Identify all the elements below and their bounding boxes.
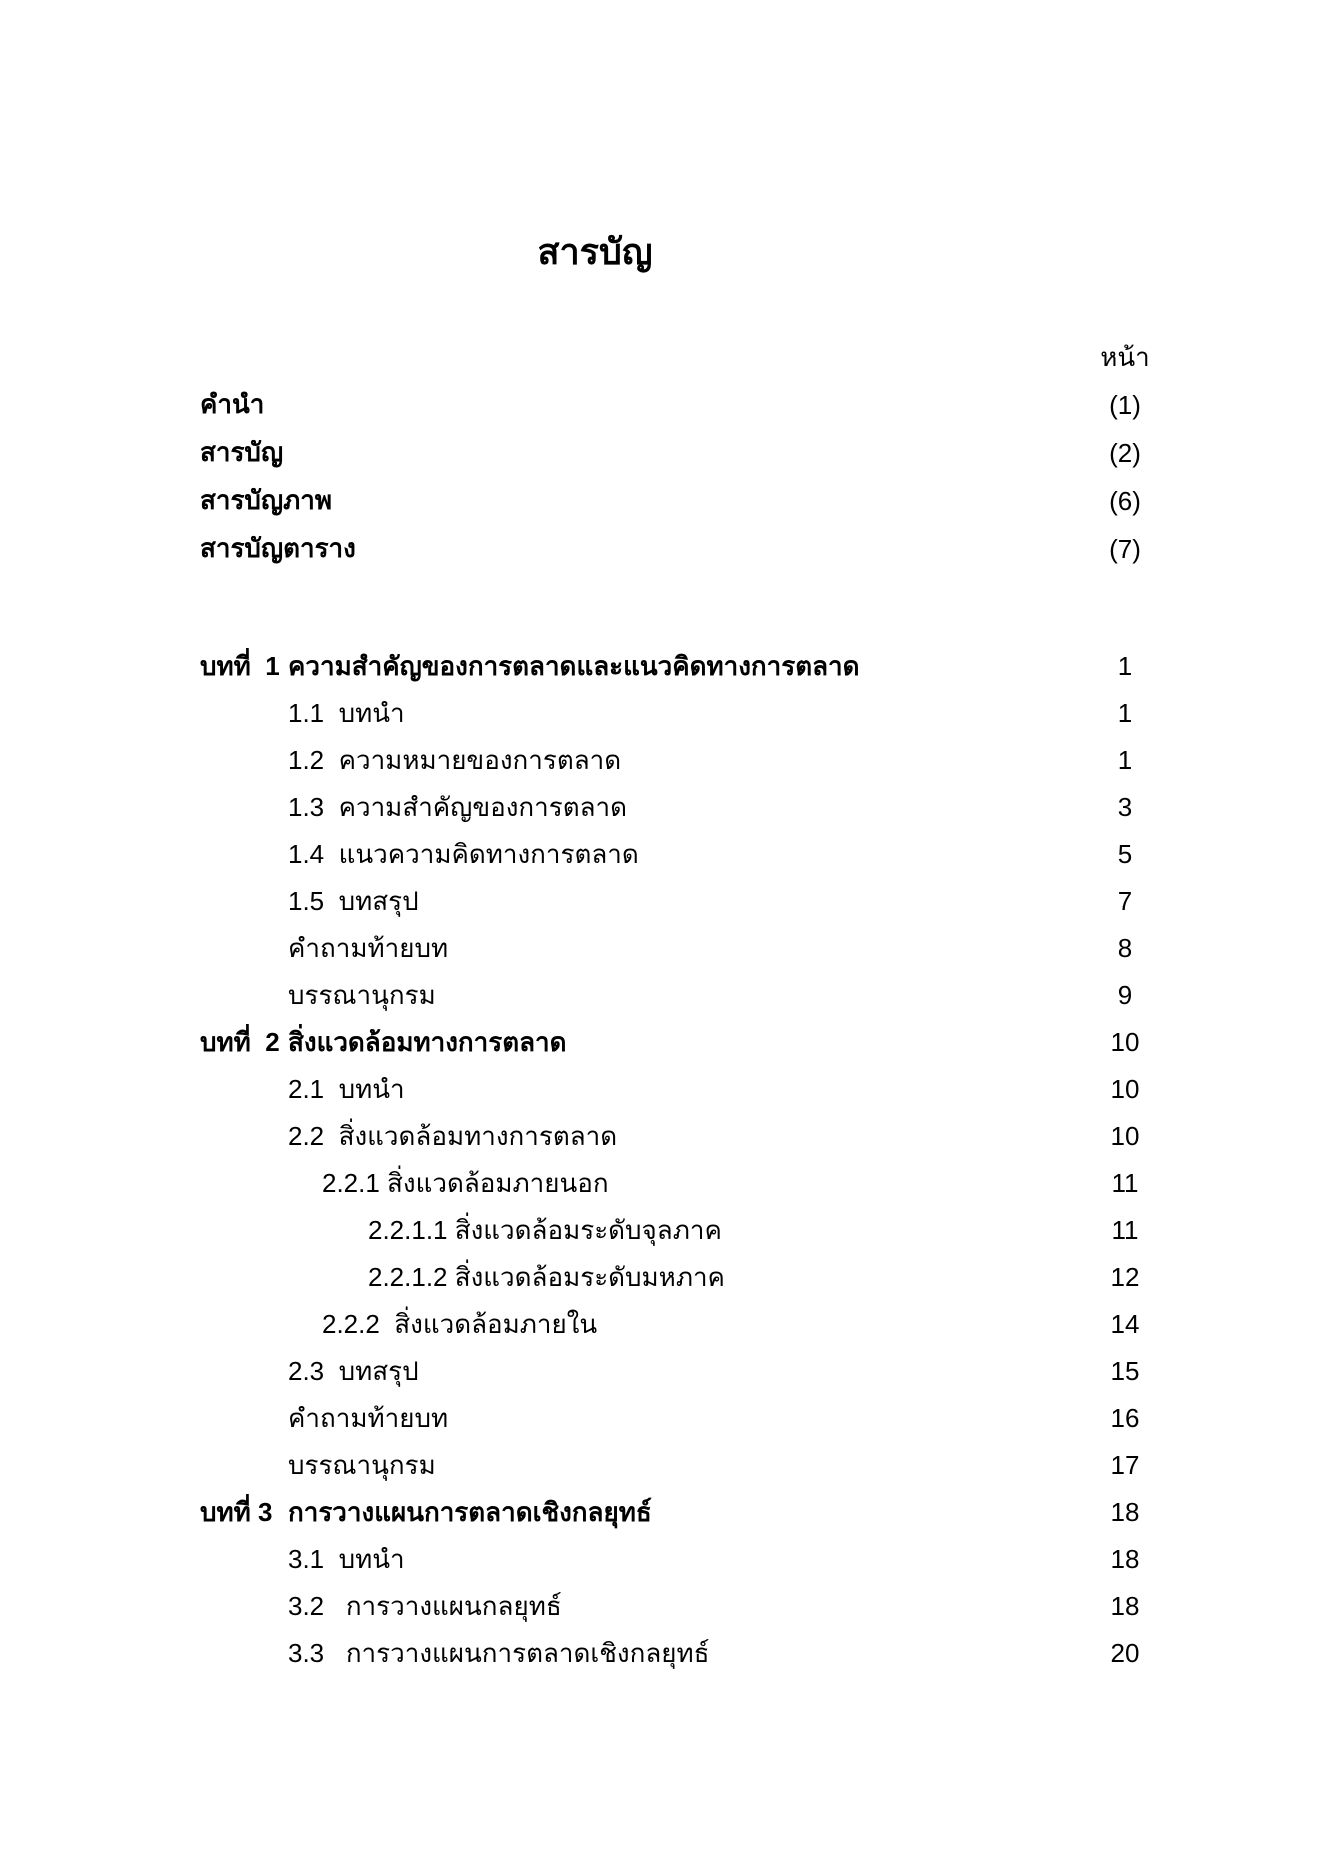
toc-entry-page: (6)	[1109, 485, 1141, 516]
toc-entry-label: 1.5 บทสรุป	[288, 885, 419, 916]
toc-item-row	[0, 737, 1190, 784]
toc-entry-page: 17	[1110, 1450, 1140, 1480]
toc-entry-label: สารบัญตาราง	[200, 533, 356, 564]
toc-item-row	[0, 784, 1190, 831]
toc-item-row	[0, 1301, 1190, 1348]
toc-entry-page: 11	[1111, 1215, 1139, 1245]
toc-item-row	[0, 1630, 1190, 1677]
toc-entry-label: 2.2.1 สิ่งแวดล้อมภายนอก	[322, 1167, 609, 1198]
toc-entry-label: 3.1 บทนำ	[288, 1543, 405, 1574]
toc-entry-page: 18	[1110, 1544, 1140, 1574]
toc-entry-label: 2.2.1.1 สิ่งแวดล้อมระดับจุลภาค	[368, 1214, 722, 1245]
toc-entry-page: 5	[1117, 839, 1133, 869]
toc-item-row	[0, 878, 1190, 925]
toc-entry-label: 1.3 ความสำคัญของการตลาด	[288, 791, 628, 822]
toc-entry-label: 2.1 บทนำ	[288, 1073, 405, 1104]
toc-entry-label: สารบัญ	[200, 437, 284, 468]
toc-entry-label: 2.2.1.2 สิ่งแวดล้อมระดับมหภาค	[368, 1261, 725, 1292]
toc-entry-page: 1	[1117, 698, 1133, 728]
toc-entry-label: 2.2.2 สิ่งแวดล้อมภายใน	[322, 1308, 598, 1339]
toc-entry-page: (7)	[1109, 533, 1141, 564]
toc-item-row	[0, 1207, 1190, 1254]
toc-entry-page: 18	[1110, 1591, 1140, 1621]
chapter-heading-label	[0, 652, 1060, 682]
toc-item-row	[0, 925, 1190, 972]
toc-item-row	[0, 1442, 1190, 1489]
toc-entry-page: 11	[1111, 1168, 1139, 1198]
toc-item-row	[0, 1254, 1190, 1301]
chapter-heading-label	[0, 1498, 1060, 1528]
toc-item-row	[0, 1536, 1190, 1583]
front-matter-list	[0, 381, 1190, 573]
chapter-heading-row	[0, 643, 1190, 690]
toc-entry-label: บรรณานุกรม	[288, 979, 436, 1010]
toc-entry-page: 12	[1110, 1262, 1140, 1292]
toc-entry-page: 1	[1117, 745, 1133, 775]
toc-entry-page: 3	[1117, 792, 1133, 822]
toc-entry-page: 18	[1110, 1497, 1140, 1527]
toc-entry-label: 3.2 การวางแผนกลยุทธ์	[288, 1590, 562, 1621]
toc-entry-page: 14	[1110, 1309, 1140, 1339]
toc-entry-page: 10	[1110, 1121, 1140, 1151]
toc-entry-label: สารบัญภาพ	[200, 485, 332, 516]
toc-item-row	[0, 972, 1190, 1019]
toc-item-row	[0, 1066, 1190, 1113]
page-title: สารบัญ	[537, 231, 653, 272]
toc-entry-label: คำนำ	[200, 389, 265, 420]
toc-entry-page: (1)	[1109, 389, 1141, 420]
toc-entry-page: (2)	[1109, 437, 1141, 468]
front-matter-row	[0, 429, 1190, 477]
front-matter-row	[0, 381, 1190, 429]
toc-item-row	[0, 1583, 1190, 1630]
toc-entry-label: 2.2 สิ่งแวดล้อมทางการตลาด	[288, 1120, 618, 1151]
toc-entry-label: 1.2 ความหมายของการตลาด	[288, 744, 622, 775]
chapter-number: บทที่ 3	[200, 1496, 273, 1527]
toc-entry-page: 9	[1117, 980, 1133, 1010]
front-matter-row	[0, 525, 1190, 573]
toc-item-row	[0, 1113, 1190, 1160]
toc-entry-label: 1.4 แนวความคิดทางการตลาด	[288, 838, 639, 869]
chapter-list	[0, 643, 1190, 1677]
chapter-heading-label	[0, 1028, 1060, 1058]
toc-item-row	[0, 1395, 1190, 1442]
toc-entry-label: 3.3 การวางแผนการตลาดเชิงกลยุทธ์	[288, 1637, 710, 1668]
front-matter-row	[0, 477, 1190, 525]
chapter-title: สิ่งแวดล้อมทางการตลาด	[288, 1026, 567, 1057]
toc-item-row	[0, 690, 1190, 737]
page-column-header: หน้า	[1100, 342, 1150, 372]
toc-entry-page: 10	[1110, 1074, 1140, 1104]
toc-item-row	[0, 831, 1190, 878]
chapter-title: ความสำคัญของการตลาดและแนวคิดทางการตลาด	[288, 650, 860, 681]
toc-entry-page: 7	[1117, 886, 1133, 916]
chapter-number: บทที่ 1	[200, 650, 280, 681]
toc-entry-page: 8	[1117, 933, 1133, 963]
chapter-number: บทที่ 2	[200, 1026, 280, 1057]
chapter-title: การวางแผนการตลาดเชิงกลยุทธ์	[288, 1496, 652, 1527]
toc-entry-label: 2.3 บทสรุป	[288, 1355, 419, 1386]
toc-entry-page: 1	[1117, 651, 1133, 681]
toc-entry-page: 10	[1110, 1027, 1140, 1057]
toc-entry-page: 20	[1110, 1638, 1140, 1668]
toc-entry-label: บรรณานุกรม	[288, 1449, 436, 1480]
toc-entry-label: คำถามท้ายบท	[288, 932, 449, 963]
toc-entry-label: 1.1 บทนำ	[288, 697, 405, 728]
chapter-heading-row	[0, 1489, 1190, 1536]
toc-entry-page: 15	[1110, 1356, 1140, 1386]
chapter-heading-row	[0, 1019, 1190, 1066]
toc-item-row	[0, 1348, 1190, 1395]
toc-entry-page: 16	[1110, 1403, 1140, 1433]
toc-item-row	[0, 1160, 1190, 1207]
toc-entry-label: คำถามท้ายบท	[288, 1402, 449, 1433]
